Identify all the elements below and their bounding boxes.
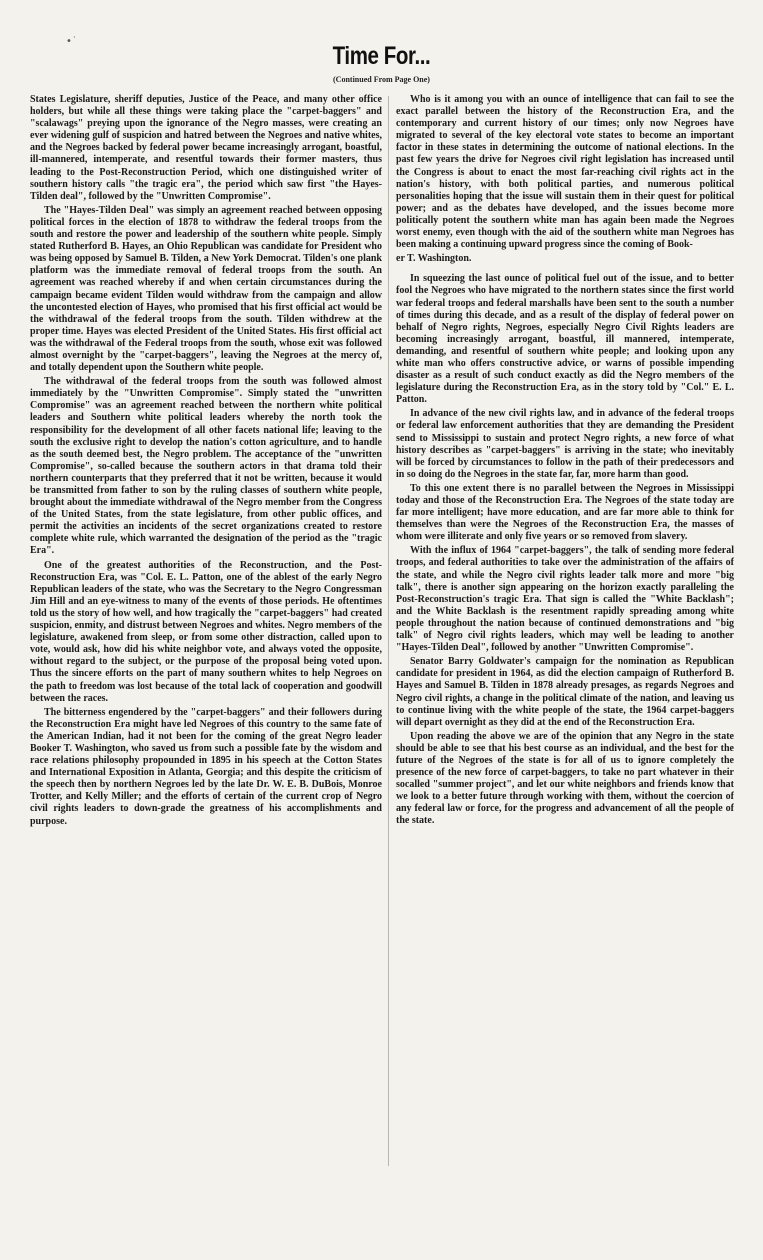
right-column [396,94,734,1154]
article-headline: Time For... [332,42,431,70]
right-paragraph-continuation: er T. Washington. [396,253,472,265]
column-divider [388,96,389,1166]
left-paragraph: The "Hayes-Tilden Deal" was simply an agreement reached between opposing political forces in the election of 1878 to withdraw the federal troops from the south and restore the power and leadership of the southern white people. Simply stated Rutherford B. Hayes, an Ohio Republican was candidate for President who was being opposed by Samuel B. Tilden, a New York Democrat. Tilden's one plank platform was the immediate removal of federal troops from the south. An agreement was reached whereby if and when certain circumstances during the campaign became evident Tilden would withdraw from the campaign and allow the uncontested election of Hayes, who promised that his first official act would be the withdrawal of the federal troops from the south. Tilden withdrew at the proper time. Hayes was elected President of the United States. His first official act was the withdrawal of the Federal troops from the south, whose exit was followed almost overnight by the "carpet-baggers", leaving the Negroes at the mercy of, and totally dependent upon the Southern white people. [30,204,382,374]
right-paragraph: In advance of the new civil rights law, and in advance of the federal troops or federal law enforcement authorities that they are demanding the President send to Mississippi to sustain and protect Negro rights, a new force of what history describes as "carpet-baggers" is arriving in the state; who inevitably will be forced by circumstances to follow in the path of their predecessors and in so doing do the Negroes in the state far, far, more harm than good. [396,408,734,480]
ink-speck: •˙ [66,36,77,47]
left-paragraph: The withdrawal of the federal troops from the south was followed almost immediately by the "Unwritten Compromise". Simply stated the "unwritten Compromise" was an agreement reached between the northern white political leaders and Southern white political leaders whereby the north took the responsibility for the development of all other facets national life; leaving to the south the exclusive right to develop the nation's cotton agriculture, and to handle as the south deemed best, the Negro problem. The acceptance of the "unwritten Compromise", so-called because the southern actors in that drama told their northern counterparts that they preferred that it not be written, because it would be transmitted from father to son by the ruling classes of southern white people, brought about the immediate withdrawal of the Negro member from the Congress of the United States, from the state legislature, from other public offices, and permit the activities an incidents of the secret organizations created to restore complete white rule, which warranted the designation of the period as the "tragic Era". [30,376,382,557]
right-paragraph: To this one extent there is no parallel between the Negroes in Mississippi today and those of the Reconstruction Era. The Negroes of the state today are far more intelligent; have more education, and are far more able to think for themselves than were the Negroes of the Reconstruction Era, the masses of whom were illiterate and only five years or so removed from slavery. [396,482,734,543]
continued-note: (Continued From Page One) [333,75,430,84]
left-paragraph: States Legislature, sheriff deputies, Justice of the Peace, and many other office holders, but while all these things were taking place the "carpet-baggers" and "scalawags" preying upon the ignorance of the Negro masses, were creating an ever widening gulf of suspicion and hatred between the Negroes and native whites, and the Negroes backed by federal power became increasingly arrogant, boastful, ill-mannered, intemperate, and resentful towards their former masters, thus leading to the Post-Reconstruction Period, which one distinguished writer of southern history calls "the tragic era", the period which saw first "the Hayes-Tilden deal", followed by the "Unwritten Compromise". [30,94,382,202]
left-column [30,94,382,1184]
right-paragraph: Senator Barry Goldwater's campaign for the nomination as Republican candidate for president in 1964, as did the election campaign of Rutherford B. Hayes and Samuel B. Tilden in 1878 already presages, as regards Negroes and Negro civil rights, a change in the political climate of the nation, and leaving us to continue living with the white people of the state, the 1964 carpet-baggers will depart overnight as they did at the end of the Reconstruction Era. [396,656,734,728]
right-paragraph: Who is it among you with an ounce of intelligence that can fail to see the exact parallel between the history of the Reconstruction Era, and the contemporary and current history of our times; only now Negroes have migrated to several of the key electoral vote states to become an important factor in these states in determining the outcome of national elections. In the past few years the drive for Negroes civil right legislation has increased until the Congress is about to enact the most far-reaching civil rights act in the nation's history, with both political parties, and numerous political personalities hoping that the issue will sustain them in their quest for political power; and as the debates have developed, and the issues become more politically potent the southern white man has again been made the Negroes worst enemy, even though with the aid of the southern white man Negroes has been making a continuing upward progress since the coming of Book- [396,94,734,251]
right-paragraph: In squeezing the last ounce of political fuel out of the issue, and to better fool the Negroes who have migrated to the northern states since the first world war federal troops and federal marshalls have been sent to the south a number of times during this decade, and as a result of the display of federal power on behalf of Negro rights, Negroes, especially Negro Civil Rights leaders are becoming increasingly arrogant, boastful, ill mannered, intemperate, demanding, and resentful of southern white people; and looking upon any white man who offers constructive advice, or warns of possible impending disaster as a result of such conduct exactly as did the Negro members of the legislature during the Reconstruction Era, as in the story told by "Col." E. L. Patton. [396,273,734,406]
right-paragraph: Upon reading the above we are of the opinion that any Negro in the state should be able to see that his best course as an individual, and the best for the future of the Negroes of the state is for all of us to ignore completely the presence of the new force of carpet-baggers, to take no part whatever in their socalled "summer project", and let our white neighbors and friends know that we look to a better future through working with them, without the coercion of any federal law or force, for the progress and advancement of all the people of the state. [396,730,734,827]
left-paragraph: One of the greatest authorities of the Reconstruction, and the Post-Reconstruction Era, was "Col. E. L. Patton, one of the ablest of the early Negro Republican leaders of the state, who was the Secretary to the Negro Congressman Jim Hill and an eye-witness to many of the events of those periods. He oftentimes told us the story of how well, and how tragically the "carpet-baggers" had created suspicion, enmity, and distrust between Negroes and whites. Negro members of the legislature, awakened from sleep, or from some other distraction, called upon to vote, would ask, how did his white neighbor vote, and always voted the opposite, without regard to the subject, or the purpose of the proposal being voted upon. Thus the sincere efforts on the part of many southern whites to help Negroes on the path to freedom was lost because of the total lack of cooperation and goodwill between the races. [30,559,382,704]
left-paragraph: The bitterness engendered by the "carpet-baggers" and their followers during the Reconstruction Era might have led Negroes of this country to the same fate of the American Indian, had it not been for the coming of the great Negro leader Booker T. Washington, who saved us from such a possible fate by the wisdom and race relations philosophy propounded in 1895 in his speech at the Cotton States and International Exposition in Atlanta, Georgia; and this despite the criticism of the speech then by northern Negroes led by the late Dr. W. E. B. DuBois, Monroe Trotter, and Kelly Miller; and the efforts of certain of the current crop of Negro civil rights leaders to down-grade the greatness of his accomplishments and purpose. [30,706,382,827]
right-paragraph: With the influx of 1964 "carpet-baggers", the talk of sending more federal troops, and federal authorities to take over the administration of the affairs of the state, and while the Negro civil rights leader talk more and more "big talk", there is another sign appearing on the horizon exactly paralleling the Post-Reconstruction's tragic Era. That sign is called the "White Backlash"; and the White Backlash is the resentment rapidly spreading among white people throughout the nation because of continued demonstrations and "big talk" of Negro civil rights leaders, which may well be leading to another "Hayes-Tilden Deal", followed by another "Unwritten Compromise". [396,545,734,654]
